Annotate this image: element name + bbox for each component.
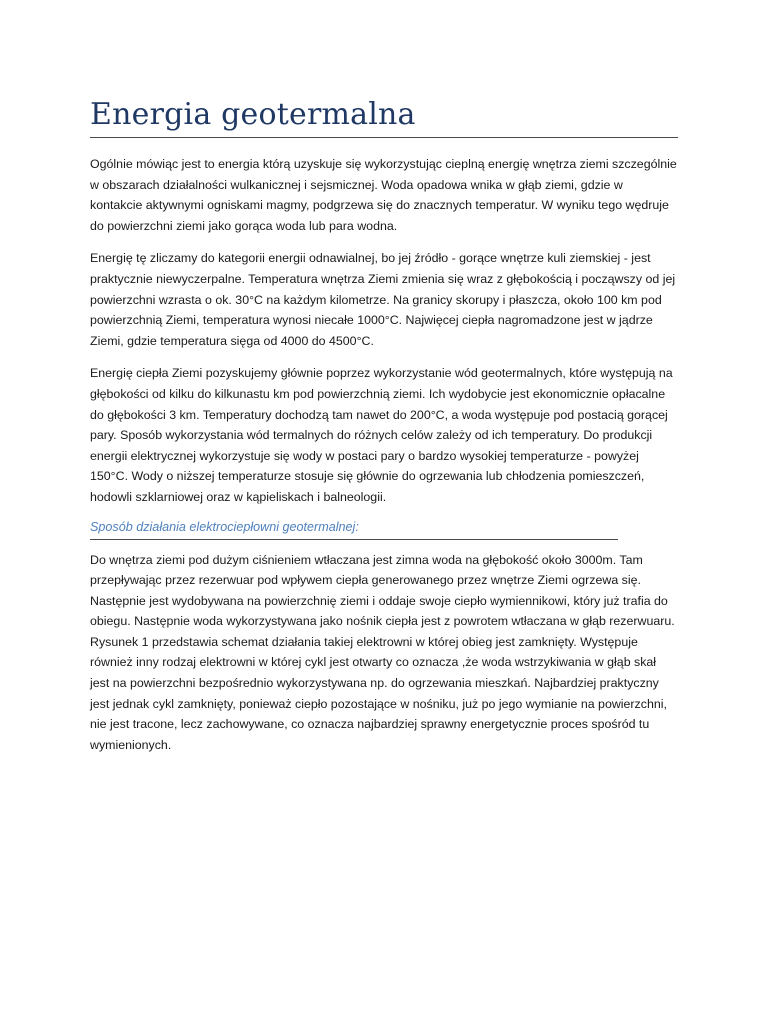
title-divider	[90, 137, 678, 138]
paragraph-renewable: Energię tę zliczamy do kategorii energii odnawialnej, bo jej źródło - gorące wnętrze kuli ziemskiej - jest praktycznie niewyczerpalne. Temperatura wnętrza Ziemi zmienia się wraz z głębokością i począwszy od jej powierzchni wzrasta o ok. 30°C na każdym kilometrze. Na granicy skorupy i płaszcza, około 100 km pod powierzchnią Ziemi, temperatura wynosi niecałe 1000°C. Najwięcej ciepła nagromadzone jest w jądrze Ziemi, gdzie temperatura sięga od 4000 do 4500°C.	[90, 251, 676, 348]
paragraph-intro: Ogólnie mówiąc jest to energia którą uzyskuje się wykorzystując cieplną energię wnętrza ziemi szczególnie w obszarach działalności wulkanicznej i sejsmicznej. Woda opadowa wnika w głąb ziemi, gdzie w kontakcie aktywnymi ogniskami magmy, podgrzewa się do znacznych temperatur. W wyniku tego wędruje do powierzchni ziemi jako gorąca woda lub para wodna.	[90, 157, 677, 233]
page-title: Energia geotermalna	[90, 97, 416, 132]
paragraph-plant-operation: Do wnętrza ziemi pod dużym ciśnieniem wtłaczana jest zimna woda na głębokość około 3000m. Tam przepływając przez rezerwuar pod wpływem ciepła generowanego przez wnętrze Ziemi ogrzewa się. Następnie jest wydobywana na powierzchnię ziemi i oddaje swoje ciepło wymiennikowi, który już trafia do obiegu. Następnie woda wykorzystywana jako nośnik ciepła jest z powrotem wtłaczana w głąb rezerwuaru. Rysunek 1 przedstawia schemat działania takiej elektrowni w której obieg jest zamknięty. Występuje również inny rodzaj elektrowni w której cykl jest otwarty co oznacza ,że woda wstrzykiwania w głąb skał jest na powierzchni bezpośrednio wykorzystywana np. do ogrzewania mieszkań. Najbardziej praktyczny jest jednak cykl zamknięty, ponieważ ciepło pozostające w nośniku, już po jego wymianie na powierzchni, nie jest tracone, lecz zachowywane, co oznacza najbardziej sprawny energetycznie proces spośród tu wymienionych.	[90, 552, 675, 752]
document-content	[90, 96, 678, 755]
paragraph-geothermal-waters: Energię ciepła Ziemi pozyskujemy głównie poprzez wykorzystanie wód geotermalnych, które występują na głębokości od kilku do kilkunastu km pod powierzchnią ziemi. Ich wydobycie jest ekonomicznie opłacalne do głębokości 3 km. Temperatury dochodzą tam nawet do 200°C, a woda występuje pod postacią gorącej pary. Sposób wykorzystania wód termalnych do różnych celów zależy od ich temperatury. Do produkcji energii elektrycznej wykorzystuje się wody w postaci pary o bardzo wysokiej temperaturze - powyżej 150°C. Wody o niższej temperaturze stosuje się głównie do ogrzewania lub chłodzenia pomieszczeń, hodowli szklarniowej oraz w kąpieliskach i balneologii.	[90, 366, 673, 504]
section-heading: Sposób działania elektrociepłowni geotermalnej:	[90, 519, 359, 534]
section-divider	[90, 539, 618, 540]
